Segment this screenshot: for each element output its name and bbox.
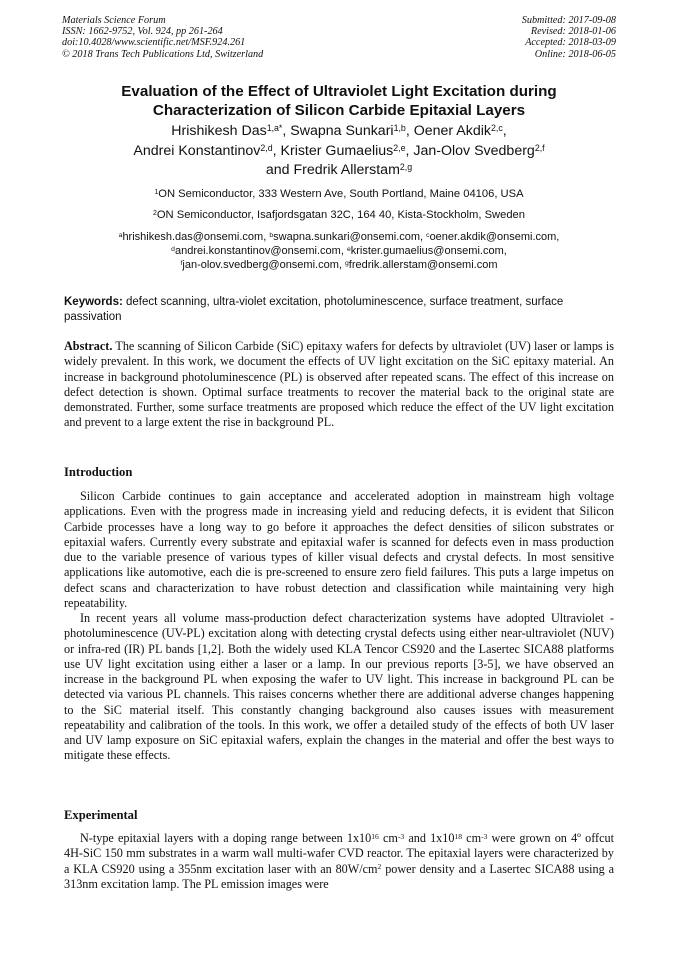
email-link[interactable]: jan-olov.svedberg@onsemi.com,	[182, 258, 342, 271]
emails-line-3	[40, 259, 638, 273]
email-sup: b	[269, 231, 274, 239]
affiliation-text: ON Semiconductor, Isafjordsgatan 32C, 164 40, Kista-Stockholm, Sweden	[156, 209, 525, 221]
author-sup: 1,b	[393, 123, 406, 134]
journal-copyright: © 2018 Trans Tech Publications Ltd, Switzerland	[62, 48, 264, 60]
email-link[interactable]: oener.akdik@onsemi.com,	[429, 231, 560, 243]
email-link[interactable]: krister.gumaelius@onsemi.com,	[350, 244, 507, 257]
email-link[interactable]: swapna.sunkari@onsemi.com,	[273, 231, 424, 243]
authors-line-2: Andrei Konstantinov$^{2,d}$, Krister Gumaelius$^{2,e}$, Jan-Olov Svedberg$^{2,f}$	[133, 142, 545, 159]
journal-doi[interactable]: doi:10.4028/www.scientific.net/MSF.924.261	[62, 37, 246, 49]
authors-line-1: Hrishikesh Das$^{1,a*}$, Swapna Sunkari$^{1,b}$, Oener Akdik$^{2,c}$,	[171, 123, 507, 139]
keywords-text: defect scanning, ultra-violet excitation, photoluminescence, surface treatment, surface passivation	[64, 296, 564, 323]
author-name: Swapna Sunkari	[290, 123, 394, 139]
author-list	[40, 122, 638, 181]
journal-name: Materials Science Forum	[62, 15, 166, 26]
email-link[interactable]: hrishikesh.das@onsemi.com,	[122, 231, 267, 243]
experimental-text: cm	[378, 831, 398, 845]
experimental-section	[64, 831, 614, 892]
affiliation-text: ON Semiconductor, 333 Western Ave, South Portland, Maine 04106, USA	[158, 188, 524, 200]
experimental-paragraph-1	[64, 831, 614, 892]
experimental-text: were grown on 4º offcut 4H-SiC 150 mm substrates in a warm wall multi-wafer CVD reactor. The epitaxial layers were characterized by a KLA CS920 using a 355nm excitation laser with an 80W/cm	[64, 831, 614, 876]
keywords-label: Keywords:	[64, 296, 123, 308]
submitted-date: Submitted: 2017-09-08	[521, 15, 616, 26]
introduction-paragraph-1: Silicon Carbide continues to gain acceptance and accelerated adoption in mainstream high voltage applications. Even with the progress made in increasing yield and reducing defects, it is evident that Silicon Carbide processes have a long way to go before it approaches the defect densities of silicon substrates or epitaxial wafers. Currently every substrate and epitaxial wafer is scanned for defects even in mass production due to the variable presence of various types of killer visual defects and crystal defects. In most sensitive applications like automotive, each die is pre-screened to ensure zero field failures. This puts a large impetus on defect scans and characterization to have robust detection and classification while maintaining very high repeatability.	[64, 489, 614, 610]
abstract-text: The scanning of Silicon Carbide (SiC) epitaxy wafers for defects by ultraviolet (UV) laser or lamps is widely prevalent. In this work, we document the effects of UV light excitation on the SiC epitaxy material. An increase in background photoluminescence (PL) is observed after repeated scans. The effect of this increase on defect detection is shown. Optimal surface treatments to recover the material back to the original state are demonstrated. Further, some surface treatments are proposed which reduce the effect of the UV light excitation and prevent to a large extent the rise in background PL.	[64, 339, 614, 430]
author-conjunction: and	[265, 162, 290, 178]
exponent: -3	[481, 831, 488, 841]
exponent: 2	[377, 862, 382, 872]
author-name: Oener Akdik	[413, 123, 491, 139]
author-name: Jan-Olov Svedberg	[413, 142, 535, 159]
revised-date: Revised: 2018-01-06	[530, 26, 616, 38]
author-sup: 2,c	[491, 123, 503, 134]
author-sup: 2,d	[260, 142, 273, 153]
affiliation-sup: 1	[154, 188, 159, 196]
author-sup: 2,e	[393, 142, 406, 153]
introduction-section	[64, 489, 614, 764]
exponent: -3	[397, 831, 405, 841]
author-sup: 1,a*	[266, 123, 283, 134]
experimental-text: and 1x10	[404, 831, 455, 845]
keywords-section	[64, 295, 614, 324]
affiliation-1	[40, 188, 638, 201]
email-list	[40, 231, 638, 272]
author-sup: 2,f	[534, 142, 545, 153]
email-sup: c	[426, 231, 430, 239]
author-name: Krister Gumaelius	[280, 142, 394, 159]
journal-header	[62, 15, 263, 60]
author-sup: 2,g	[399, 162, 413, 173]
experimental-text: N-type epitaxial layers with a doping range between 1x10	[80, 831, 372, 845]
email-link[interactable]: andrei.konstantinov@onsemi.com,	[174, 244, 344, 257]
email-sup: a	[118, 231, 123, 239]
author-name: Fredrik Allerstam	[293, 162, 400, 178]
affiliation-sup: 2	[153, 209, 157, 217]
exponent: 16	[371, 831, 379, 841]
email-sup: f	[180, 259, 183, 267]
emails-line-2	[40, 245, 638, 259]
paper-title	[40, 82, 638, 120]
abstract-section	[64, 339, 614, 431]
journal-issn: ISSN: 1662-9752, Vol. 924, pp 261-264	[62, 26, 223, 38]
email-sup: d	[171, 245, 175, 253]
email-sup: g	[345, 259, 349, 267]
author-name: Hrishikesh Das	[171, 123, 267, 139]
dates-header	[522, 15, 616, 60]
title-line-1: Evaluation of the Effect of Ultraviolet Light Excitation during	[121, 83, 557, 100]
experimental-heading: Experimental	[64, 808, 138, 822]
introduction-heading: Introduction	[64, 465, 133, 479]
online-date: Online: 2018-06-05	[534, 48, 616, 60]
introduction-paragraph-2: In recent years all volume mass-production defect characterization systems have adopted Ultraviolet - photoluminescence (UV-PL) excitation along with detecting crystal defects using either near-ultraviolet (NUV) or infra-red (IR) PL bands [1,2]. Both the widely used KLA Tencor CS920 and the Lasertec SICA88 platforms use UV light excitation using either a laser or a lamp. In our previous reports [3-5], we have observed an increase in the background PL when exposing the wafer to UV light. This increase in background PL can be detected via various PL channels. This raises concerns whether there are additional adverse changes happening to the SiC material itself. This constantly changing background also causes issues with measurement repeatability and calibration of the tools. In this work, we offer a detailed study of the effects of both UV laser and UV lamp exposure on SiC epitaxial wafers, explain the changes in the material and offer the best ways to mitigate these effects.	[64, 611, 614, 763]
email-sup: e	[346, 245, 351, 253]
abstract-label: Abstract.	[64, 339, 113, 353]
authors-line-3	[40, 161, 638, 181]
accepted-date: Accepted: 2018-03-09	[525, 37, 616, 49]
exponent: 18	[454, 831, 463, 841]
title-line-2: Characterization of Silicon Carbide Epitaxial Layers	[152, 102, 526, 119]
author-name: Andrei Konstantinov	[133, 142, 261, 159]
experimental-text: power density and a Lasertec SICA88 using a 313nm excitation lamp. The PL emission images were	[64, 861, 614, 891]
experimental-text: cm	[462, 831, 482, 845]
email-link[interactable]: fredrik.allerstam@onsemi.com	[348, 258, 498, 271]
affiliation-2	[40, 209, 638, 222]
emails-line-1	[40, 231, 638, 245]
